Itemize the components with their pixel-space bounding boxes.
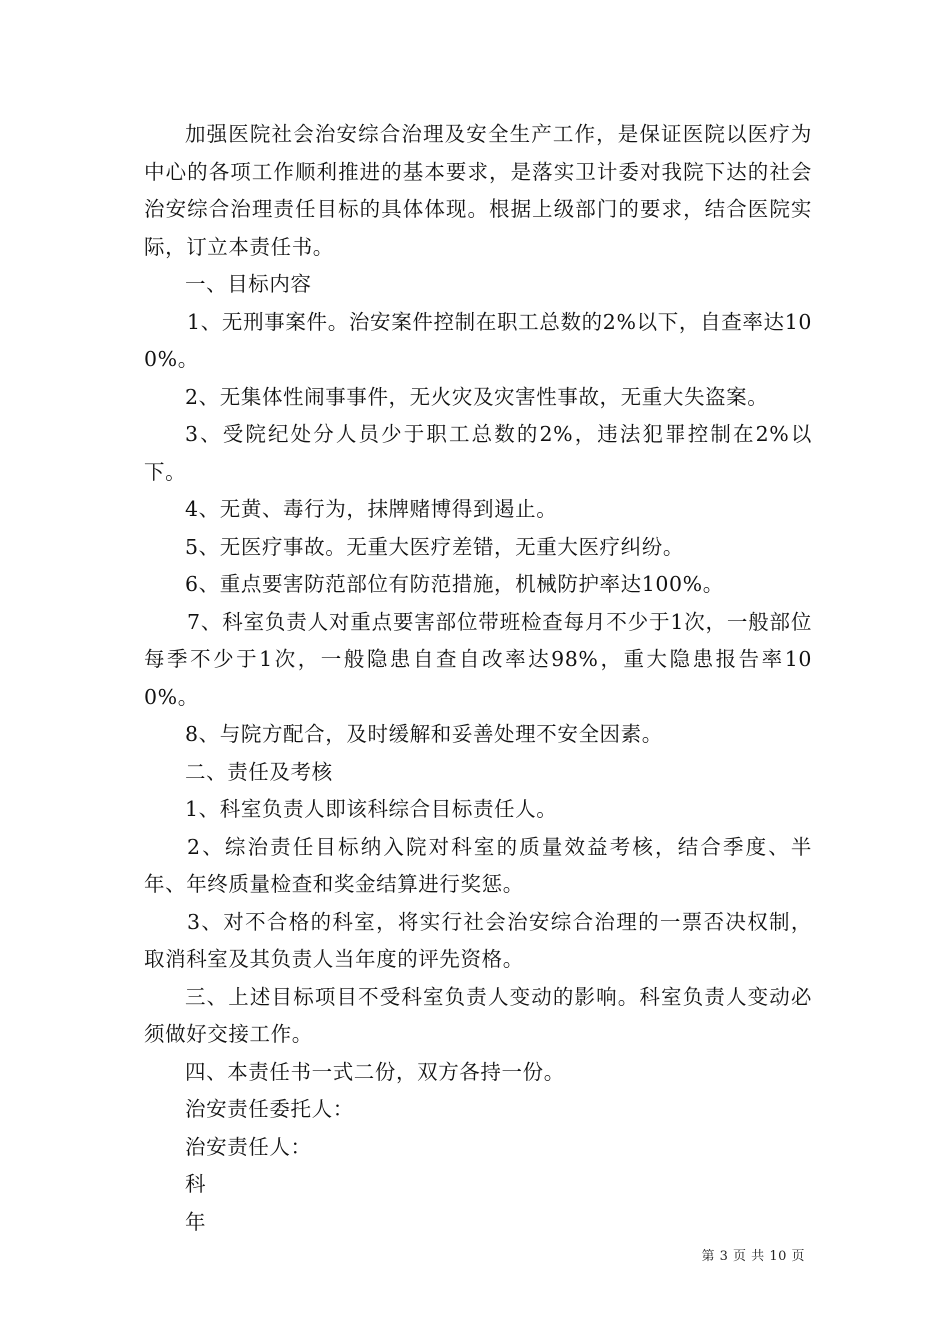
signature-responsible: 治安责任人： (185, 1134, 312, 1159)
section-heading-goals: 一、目标内容 (185, 272, 312, 296)
section-heading-responsibility: 二、责任及考核 (185, 759, 333, 784)
goal-item-5: 5、无医疗事故。无重大医疗差错，无重大医疗纠纷。 (185, 534, 684, 559)
goal-item-8: 8、与院方配合，及时缓解和妥善处理不安全因素。 (185, 722, 663, 746)
document-body (144, 116, 812, 1241)
section-four: 四、本责任书一式二份，双方各持一份。 (185, 1059, 565, 1084)
goal-item-7: 7、科室负责人对重点要害部位带班检查每月不少于1次，一般部位每季不少于1次，一般隐患自查自改率达98%，重大隐患报告率100%。 (144, 609, 812, 709)
goal-item-6: 6、重点要害防范部位有防范措施，机械防护率达100%。 (185, 572, 724, 596)
signature-department: 科 (185, 1172, 207, 1196)
goal-item-1: 1、无刑事案件。治安案件控制在职工总数的2%以下，自查率达100%。 (144, 309, 812, 371)
goal-item-4: 4、无黄、毒行为，抹牌赌博得到遏止。 (185, 497, 558, 521)
intro-paragraph: 加强医院社会治安综合治理及安全生产工作，是保证医院以医疗为中心的各项工作顺利推进的基本要求，是落实卫计委对我院下达的社会治安综合治理责任目标的具体体现。根据上级部门的要求，结合医院实际，订立本责任书。 (144, 122, 812, 259)
goal-item-3: 3、受院纪处分人员少于职工总数的2%，违法犯罪控制在2%以下。 (144, 422, 812, 484)
responsibility-item-3: 3、对不合格的科室，将实行社会治安综合治理的一票否决权制，取消科室及其负责人当年度的评先资格。 (144, 909, 812, 971)
page-number: 第 3 页 共 10 页 (701, 1249, 805, 1264)
responsibility-item-2: 2、综治责任目标纳入院对科室的质量效益考核，结合季度、半年、年终质量检查和奖金结算进行奖惩。 (144, 834, 812, 896)
signature-date: 年 (185, 1209, 207, 1234)
signature-delegator: 治安责任委托人： (185, 1097, 354, 1121)
responsibility-item-1: 1、科室负责人即该科综合目标责任人。 (185, 797, 558, 821)
goal-item-2: 2、无集体性闹事事件，无火灾及灾害性事故，无重大失盗案。 (185, 384, 769, 409)
section-three: 三、上述目标项目不受科室负责人变动的影响。科室负责人变动必须做好交接工作。 (144, 984, 812, 1046)
